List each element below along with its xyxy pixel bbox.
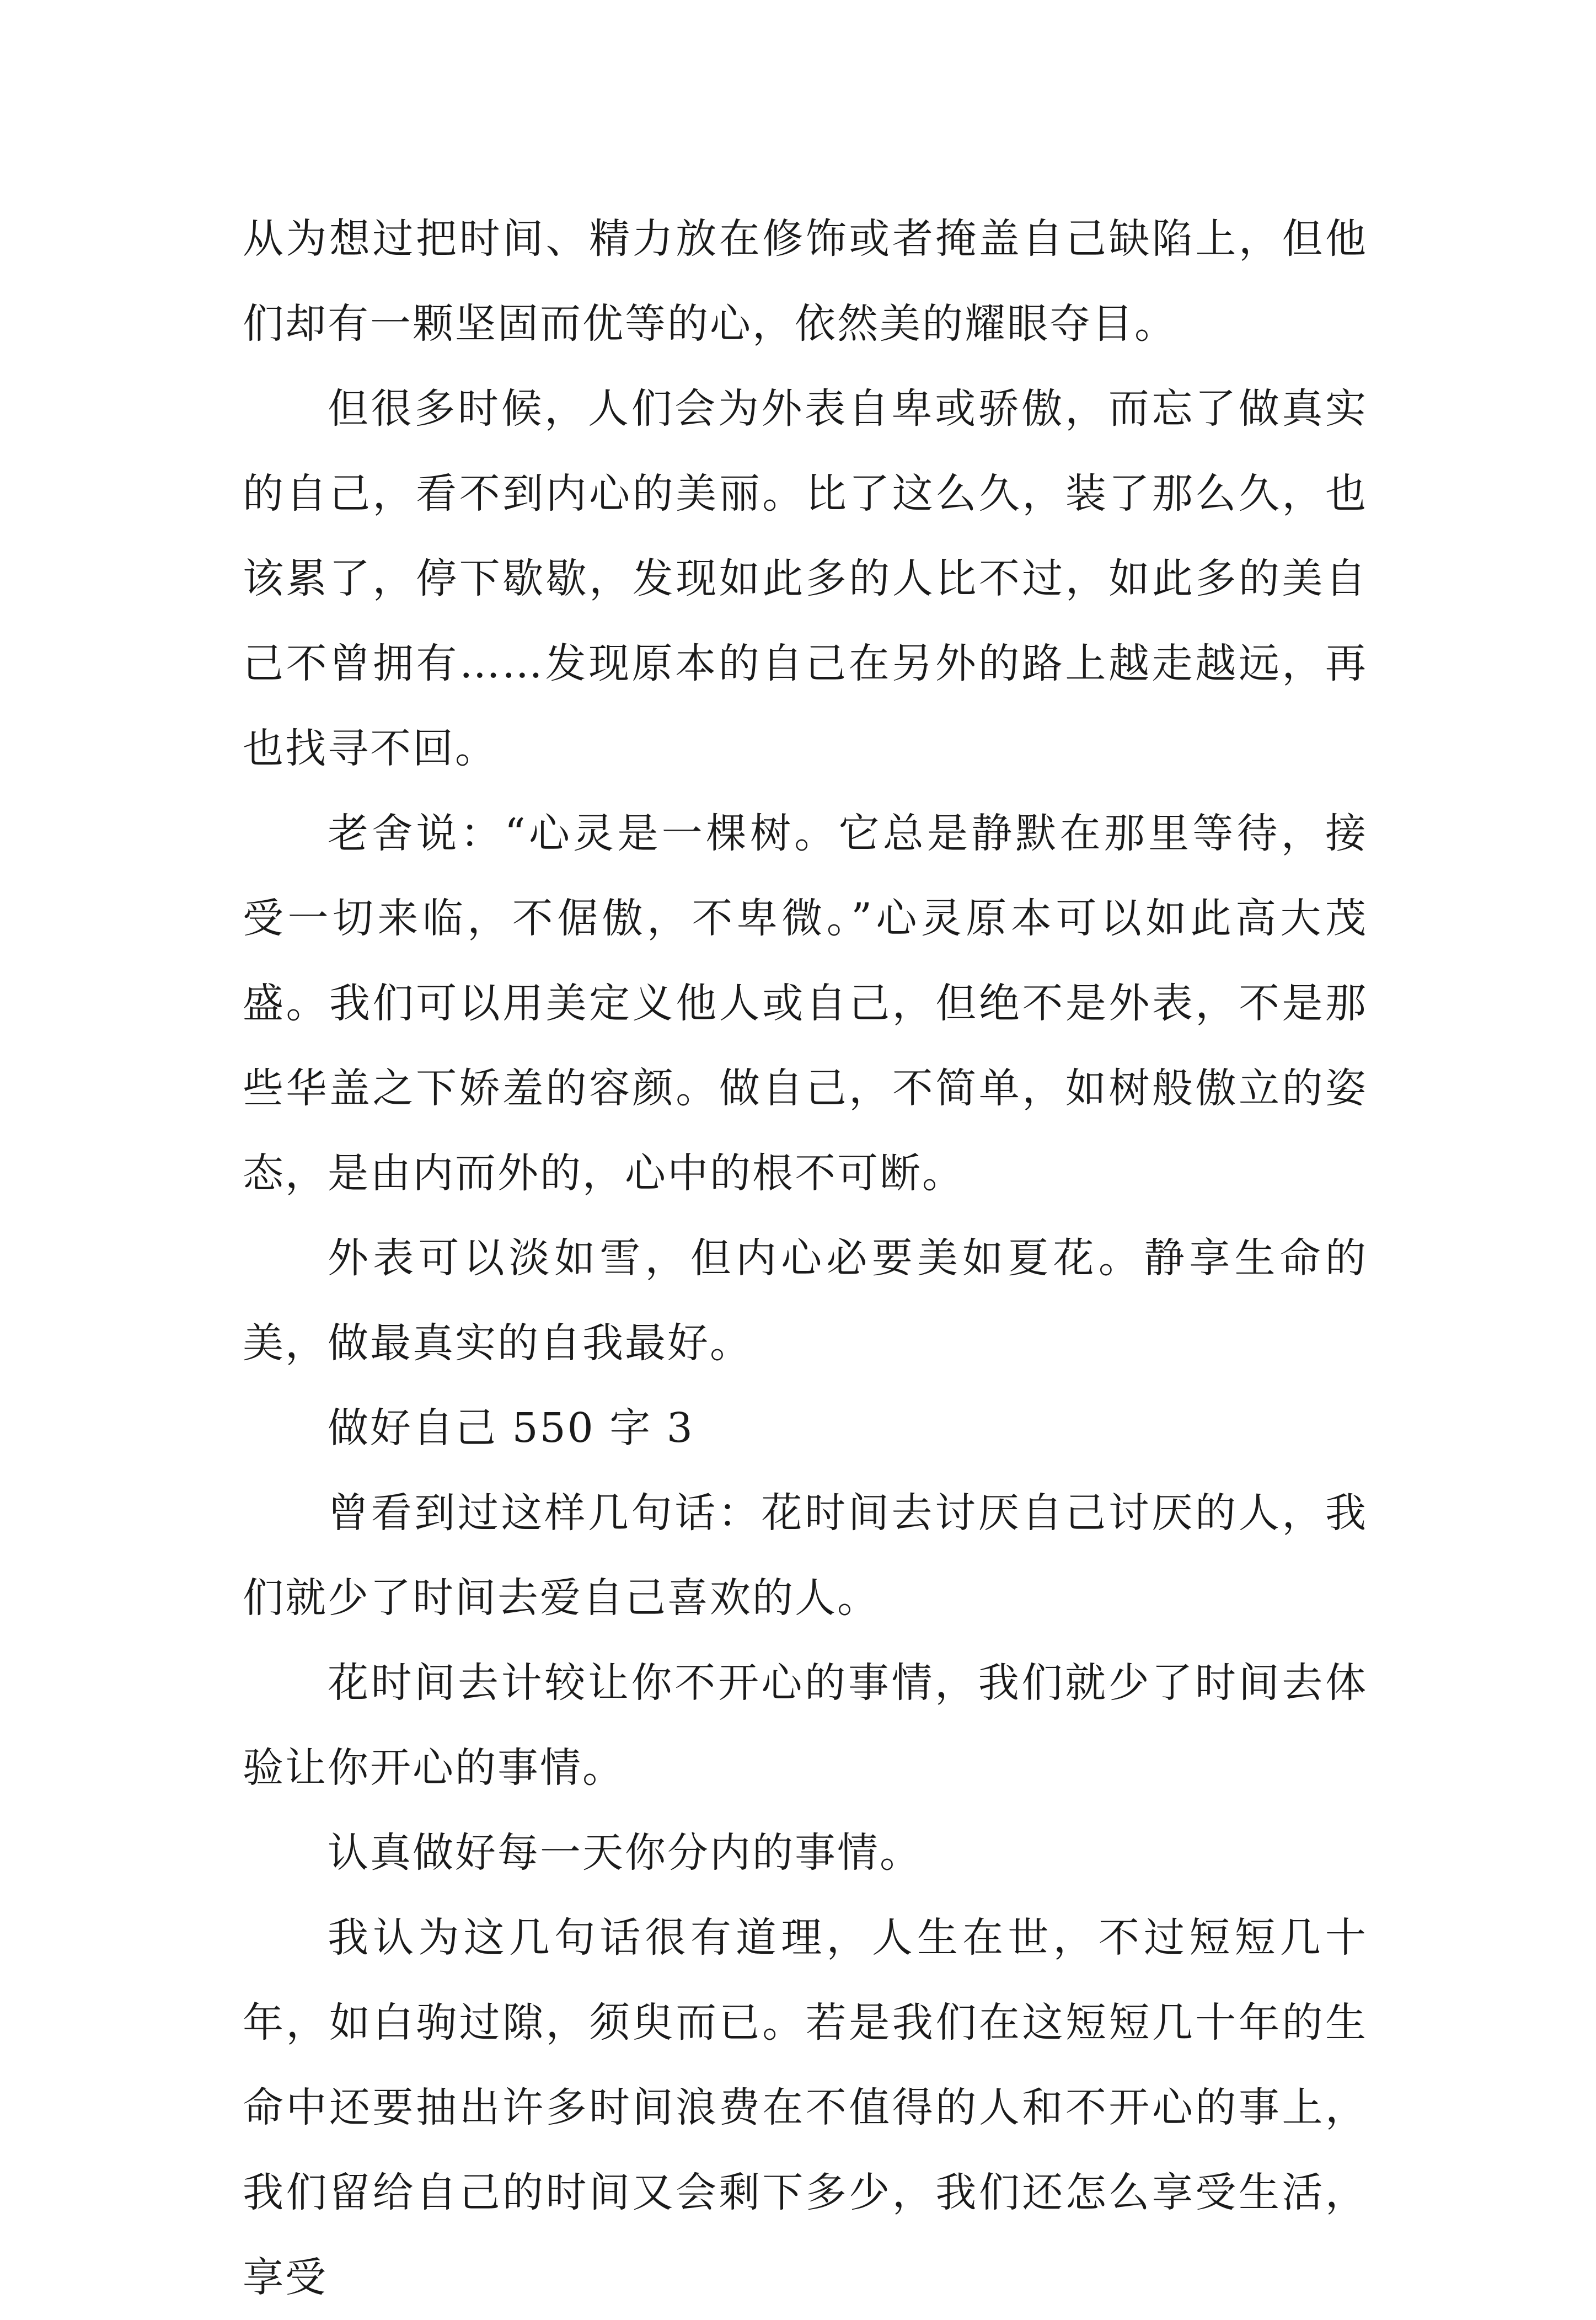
paragraph-continuation: 从为想过把时间、精力放在修饰或者掩盖自己缺陷上，但他们却有一颗坚固而优等的心，依然美的耀眼夺目。 [243, 215, 1368, 348]
paragraph: 认真做好每一天你分内的事情。 [328, 1829, 922, 1877]
paragraph: 花时间去计较让你不开心的事情，我们就少了时间去体验让你开心的事情。 [243, 1659, 1368, 1792]
paragraph: 外表可以淡如雪，但内心必要美如夏花。静享生命的美，做最真实的自我最好。 [243, 1234, 1368, 1367]
paragraph: 曾看到过这样几句话：花时间去讨厌自己讨厌的人，我们就少了时间去爱自己喜欢的人。 [243, 1489, 1368, 1622]
paragraph: 但很多时候，人们会为外表自卑或骄傲，而忘了做真实的自己，看不到内心的美丽。比了这么久，装了那么久，也该累了，停下歇歇，发现如此多的人比不过，如此多的美自己不曾拥有……发现原本的自己在另外的路上越走越远，再也找寻不回。 [243, 385, 1368, 772]
document-body [243, 196, 1368, 2320]
section-heading: 做好自己 550 字 3 [328, 1404, 694, 1452]
paragraph: 老舍说：“心灵是一棵树。它总是静默在那里等待，接受一切来临，不倨傲，不卑微。”心灵原本可以如此高大茂盛。我们可以用美定义他人或自己，但绝不是外表，不是那些华盖之下娇羞的容颜。做自己，不简单，如树般傲立的姿态，是由内而外的，心中的根不可断。 [243, 810, 1368, 1197]
paragraph: 我认为这几句话很有道理，人生在世，不过短短几十年，如白驹过隙，须臾而已。若是我们在这短短几十年的生命中还要抽出许多时间浪费在不值得的人和不开心的事上，我们留给自己的时间又会剩下多少，我们还怎么享受生活，享受 [243, 1914, 1368, 2301]
